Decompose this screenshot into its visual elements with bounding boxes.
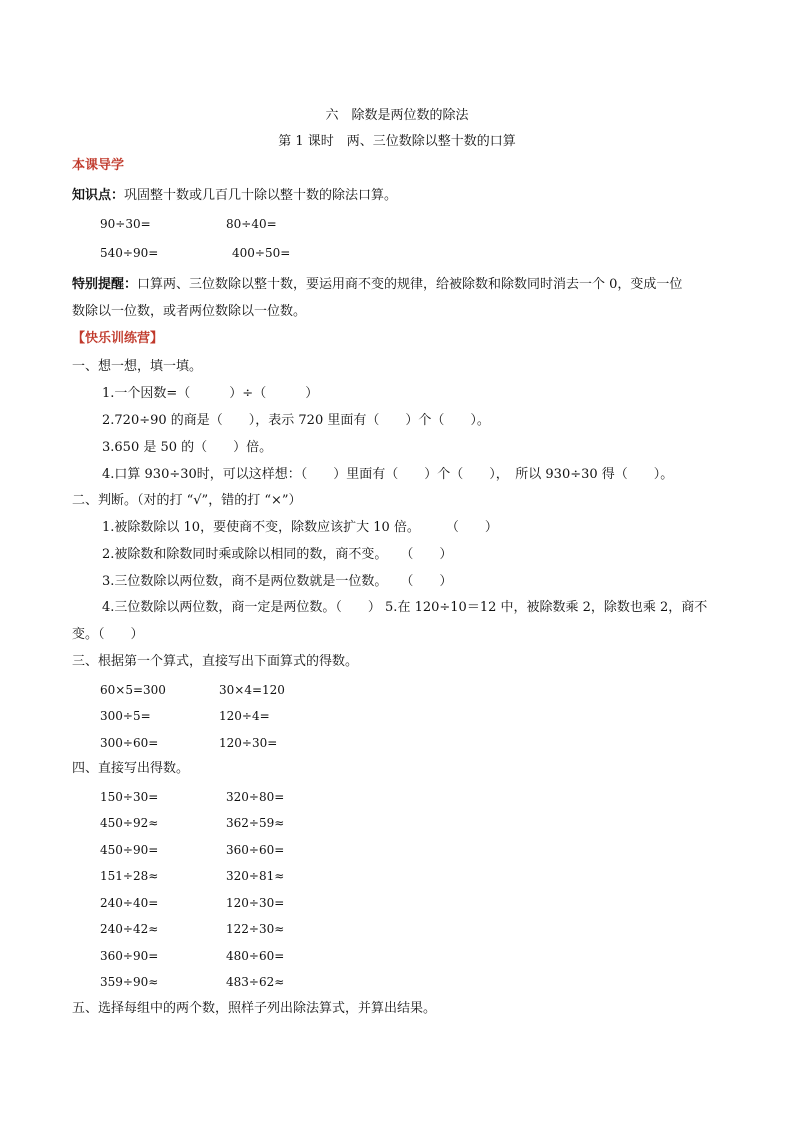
question-title: 五、选择每组中的两个数，照样子列出除法算式，并算出结果。 bbox=[72, 1001, 437, 1016]
math-expression: 362÷59≈ bbox=[226, 816, 285, 830]
math-expression: 480÷60= bbox=[226, 949, 285, 963]
math-expression: 450÷92≈ bbox=[100, 816, 159, 830]
practice-heading: 【快乐训练营】 bbox=[72, 331, 164, 346]
question-item: 2.720÷90 的商是（ ），表示 720 里面有（ ）个（ ）。 bbox=[102, 413, 490, 428]
math-expression: 240÷40= bbox=[100, 896, 159, 910]
math-expression: 150÷30= bbox=[100, 790, 159, 804]
math-expression: 120÷30= bbox=[226, 896, 285, 910]
tip-line: 数除以一位数，或者两位数除以一位数。 bbox=[72, 304, 307, 319]
math-expression: 120÷4= bbox=[219, 709, 270, 723]
math-expression: 120÷30= bbox=[219, 736, 278, 750]
knowledge-point bbox=[72, 188, 397, 204]
question-item: 3.650 是 50 的（ ）倍。 bbox=[102, 440, 273, 455]
knowledge-text: 巩固整十数或几百几十除以整十数的除法口算。 bbox=[124, 188, 398, 203]
math-expression: 360÷60= bbox=[226, 843, 285, 857]
question-item: 3.三位数除以两位数，商不是两位数就是一位数。 （ ） bbox=[102, 574, 453, 589]
tip-line bbox=[72, 277, 682, 293]
question-item: 2.被除数和除数同时乘或除以相同的数，商不变。 （ ） bbox=[102, 547, 453, 562]
question-item: 变。（ ） bbox=[72, 627, 144, 642]
knowledge-label: 知识点： bbox=[72, 188, 125, 203]
math-expression: 122÷30≈ bbox=[226, 922, 285, 936]
question-title: 三、根据第一个算式，直接写出下面算式的得数。 bbox=[72, 654, 359, 669]
math-expression: 300÷5= bbox=[100, 709, 151, 723]
example-expression: 540÷90= bbox=[100, 246, 159, 260]
question-item: 4.口算 930÷30时，可以这样想：（ ）里面有（ ）个（ ）， 所以 930÷30 得（ ）。 bbox=[102, 467, 674, 482]
example-expression: 90÷30= bbox=[100, 217, 151, 231]
math-expression: 360÷90= bbox=[100, 949, 159, 963]
question-item: 1.被除数除以 10，要使商不变，除数应该扩大 10 倍。 （ ） bbox=[102, 520, 498, 535]
math-expression: 151÷28≈ bbox=[100, 869, 159, 883]
math-expression: 60×5=300 bbox=[100, 683, 166, 697]
math-expression: 483÷62≈ bbox=[226, 975, 285, 989]
question-title: 二、判断。（对的打 “√”，错的打 “×”） bbox=[72, 493, 302, 508]
tip-text: 口算两、三位数除以整十数，要运用商不变的规律，给被除数和除数同时消去一个 0，变成一位 bbox=[137, 277, 683, 292]
question-item: 1.一个因数=（ ）÷（ ） bbox=[102, 386, 319, 401]
math-expression: 320÷80= bbox=[226, 790, 285, 804]
math-expression: 450÷90= bbox=[100, 843, 159, 857]
example-expression: 400÷50= bbox=[232, 246, 291, 260]
lesson-title: 第 1 课时 两、三位数除以整十数的口算 bbox=[278, 134, 516, 149]
unit-title: 六 除数是两位数的除法 bbox=[325, 108, 469, 123]
question-title: 四、直接写出得数。 bbox=[72, 761, 190, 776]
math-expression: 240÷42≈ bbox=[100, 922, 159, 936]
math-expression: 320÷81≈ bbox=[226, 869, 285, 883]
math-expression: 359÷90≈ bbox=[100, 975, 159, 989]
tip-label: 特别提醒： bbox=[72, 277, 138, 292]
math-expression: 30×4=120 bbox=[219, 683, 285, 697]
question-item: 4.三位数除以两位数，商一定是两位数。（ ） 5.在 120÷10＝12 中，被除数乘 2，除数也乘 2，商不 bbox=[102, 600, 708, 615]
question-title: 一、想一想，填一填。 bbox=[72, 359, 203, 374]
guide-heading: 本课导学 bbox=[72, 158, 125, 173]
math-expression: 300÷60= bbox=[100, 736, 159, 750]
example-expression: 80÷40= bbox=[226, 217, 277, 231]
